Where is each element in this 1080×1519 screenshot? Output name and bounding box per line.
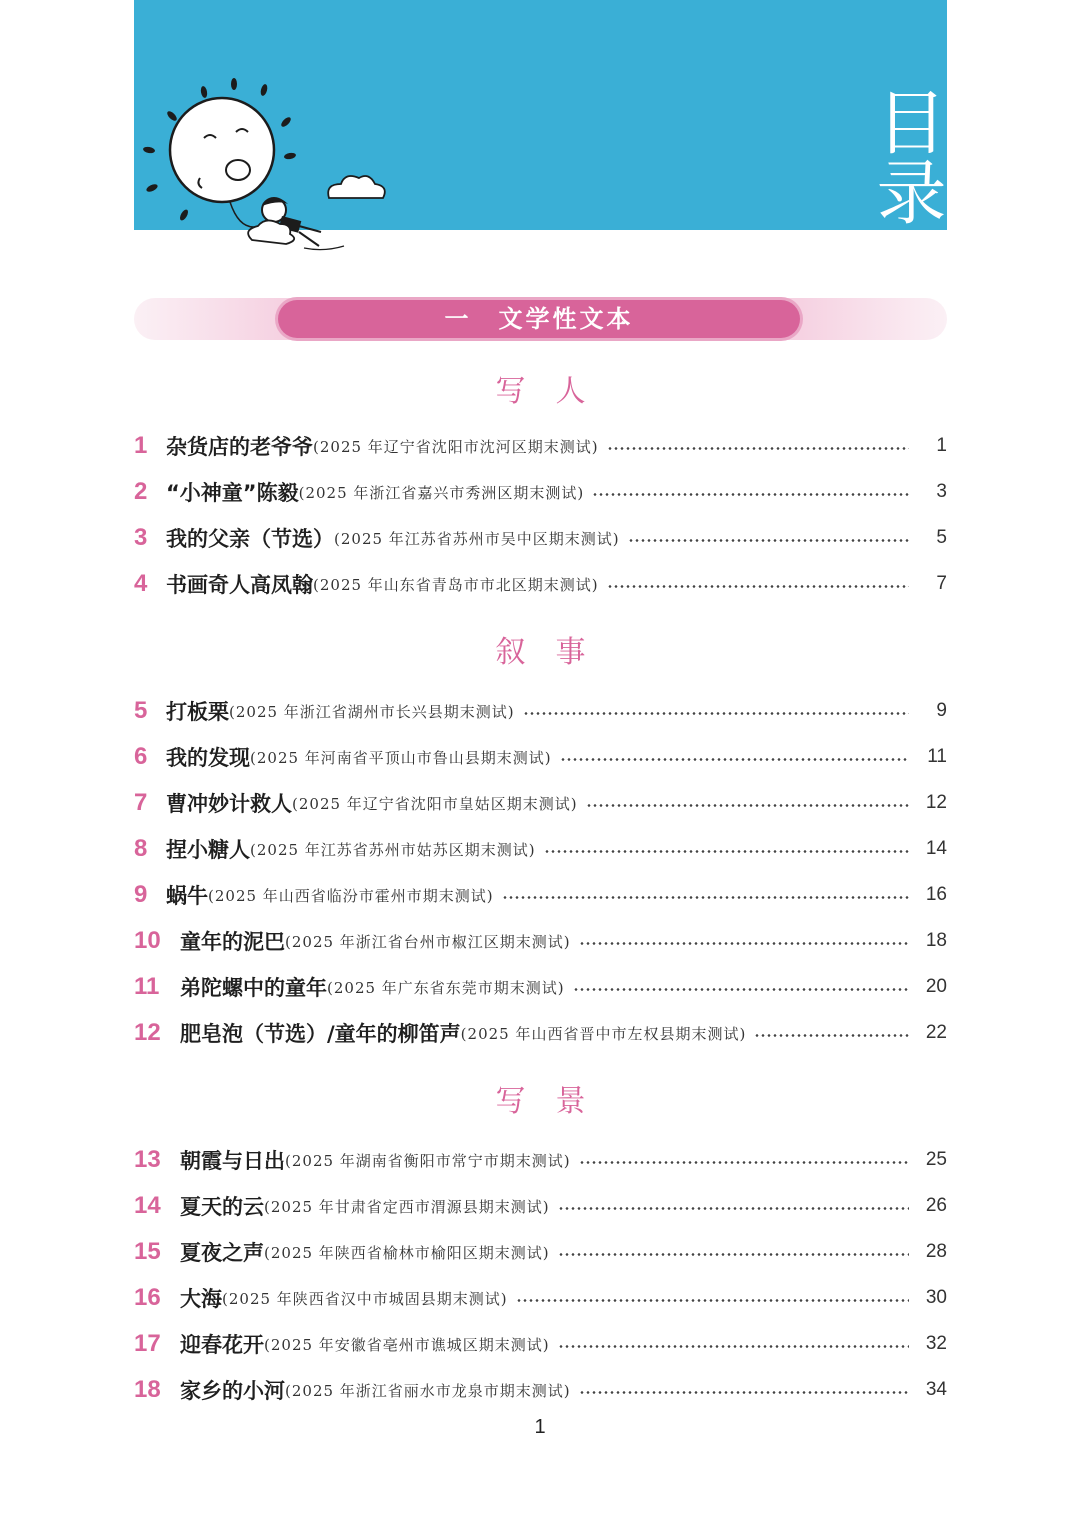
entry-page: 5 (936, 527, 947, 548)
entry-page: 32 (925, 1333, 947, 1354)
dot-leader (560, 758, 909, 761)
entry-page: 9 (936, 700, 947, 721)
entry-page: 20 (925, 976, 947, 997)
category-banner (134, 298, 947, 340)
entry-source: (2025 年湖南省衡阳市常宁市期末测试) (285, 1151, 571, 1170)
entry-number: 10 (134, 927, 161, 954)
dot-leader (579, 1161, 909, 1164)
entry-source: (2025 年河南省平顶山市鲁山县期末测试) (250, 748, 552, 767)
entry-source: (2025 年浙江省台州市椒江区期末测试) (285, 932, 571, 951)
entry-number: 8 (134, 835, 148, 862)
entry-title: 曹冲妙计救人 (166, 792, 292, 816)
entry-title: 迎春花开 (180, 1333, 264, 1357)
entry-source: (2025 年辽宁省沈阳市皇姑区期末测试) (292, 794, 578, 813)
dot-leader (516, 1299, 909, 1302)
entry-source: (2025 年陕西省榆林市榆阳区期末测试) (264, 1243, 550, 1262)
dot-leader (592, 493, 909, 496)
entry-source: (2025 年浙江省丽水市龙泉市期末测试) (285, 1381, 571, 1400)
dot-leader (628, 539, 909, 542)
entry-source: (2025 年陕西省汉中市城固县期末测试) (222, 1289, 508, 1308)
dot-leader (607, 585, 909, 588)
entry-number: 1 (134, 432, 148, 459)
toc-entry[interactable] (134, 878, 947, 912)
entry-number: 17 (134, 1330, 161, 1357)
toc-entry[interactable] (134, 1281, 947, 1315)
entry-source: (2025 年山西省临汾市霍州市期末测试) (208, 886, 494, 905)
toc-entry[interactable] (134, 475, 947, 509)
entry-source: (2025 年江苏省苏州市吴中区期末测试) (334, 529, 620, 548)
entry-number: 6 (134, 743, 148, 770)
toc-entry[interactable] (134, 567, 947, 601)
entry-title: 杂货店的老爷爷 (166, 435, 313, 459)
toc-entry[interactable] (134, 740, 947, 774)
sun-boy-illustration (134, 70, 404, 260)
entry-number: 5 (134, 697, 148, 724)
entry-page: 34 (925, 1379, 947, 1400)
entry-title: 我的父亲（节选） (166, 527, 334, 551)
entry-page: 14 (925, 838, 947, 859)
dot-leader (544, 850, 909, 853)
entry-page: 22 (925, 1022, 947, 1043)
entry-source: (2025 年广东省东莞市期末测试) (327, 978, 565, 997)
entry-title: 大海 (180, 1287, 222, 1311)
category-pill (278, 300, 800, 338)
entry-page: 16 (925, 884, 947, 905)
entry-number: 16 (134, 1284, 161, 1311)
entry-number: 12 (134, 1019, 161, 1046)
dot-leader (607, 447, 909, 450)
entry-number: 14 (134, 1192, 161, 1219)
entry-number: 3 (134, 524, 148, 551)
entry-source: (2025 年浙江省湖州市长兴县期末测试) (229, 702, 515, 721)
entry-number: 18 (134, 1376, 161, 1403)
toc-entry[interactable] (134, 970, 947, 1004)
dot-leader (558, 1253, 909, 1256)
toc-entry[interactable] (134, 1373, 947, 1407)
dot-leader (754, 1034, 909, 1037)
dot-leader (523, 712, 909, 715)
entry-page: 12 (925, 792, 947, 813)
dot-leader (573, 988, 909, 991)
entry-page: 18 (925, 930, 947, 951)
entry-title: 书画奇人高凤翰 (166, 573, 313, 597)
entry-title: 童年的泥巴 (180, 930, 285, 954)
entry-page: 28 (925, 1241, 947, 1262)
entry-source: (2025 年山西省晋中市左权县期末测试) (460, 1024, 747, 1043)
entry-source: (2025 年辽宁省沈阳市沈河区期末测试) (313, 437, 599, 456)
entry-source: (2025 年安徽省亳州市谯城区期末测试) (264, 1335, 550, 1354)
toc-entry[interactable] (134, 1016, 947, 1050)
section-title-scenery: 写 景 (495, 1084, 586, 1119)
page-title: 目录 (865, 86, 947, 226)
entry-number: 7 (134, 789, 148, 816)
toc-entry[interactable] (134, 832, 947, 866)
toc-entry[interactable] (134, 1189, 947, 1223)
category-label: 一 文学性文本 (444, 305, 634, 333)
entry-title: 捏小糖人 (166, 838, 250, 862)
toc-entry[interactable] (134, 1327, 947, 1361)
entry-source: (2025 年甘肃省定西市渭源县期末测试) (264, 1197, 550, 1216)
entry-title: 家乡的小河 (180, 1379, 285, 1403)
section-title-narrative: 叙 事 (495, 635, 586, 670)
entry-title: 夏夜之声 (180, 1241, 264, 1265)
toc-entry[interactable] (134, 924, 947, 958)
entry-number: 11 (134, 973, 160, 1000)
entry-page: 3 (936, 481, 947, 502)
entry-title: 肥皂泡（节选）/童年的柳笛声 (180, 1022, 461, 1046)
entry-page: 11 (927, 746, 947, 767)
entry-title: 夏天的云 (180, 1195, 264, 1219)
entry-number: 15 (134, 1238, 161, 1265)
entry-title: 我的发现 (166, 746, 250, 770)
entry-source: (2025 年浙江省嘉兴市秀洲区期末测试) (298, 483, 585, 502)
toc-entry[interactable] (134, 521, 947, 555)
entry-title: 朝霞与日出 (180, 1149, 285, 1173)
entry-page: 7 (936, 573, 947, 594)
dot-leader (579, 942, 909, 945)
page-number: 1 (534, 1416, 546, 1438)
entry-title: 蜗牛 (166, 884, 208, 908)
toc-entry[interactable] (134, 694, 947, 728)
entry-page: 30 (925, 1287, 947, 1308)
sun-icon (170, 98, 274, 202)
dot-leader (558, 1207, 909, 1210)
dot-leader (586, 804, 909, 807)
entry-number: 2 (134, 478, 148, 505)
section-title-write-people: 写 人 (495, 374, 586, 409)
entry-page: 26 (925, 1195, 947, 1216)
toc-entry[interactable] (134, 1235, 947, 1269)
toc-entry[interactable] (134, 786, 947, 820)
entry-source: (2025 年山东省青岛市市北区期末测试) (313, 575, 599, 594)
entry-page: 1 (936, 435, 947, 456)
toc-entry[interactable] (134, 1143, 947, 1177)
entry-title: 打板栗 (166, 700, 229, 724)
entry-title: “小神童”陈毅 (166, 481, 299, 505)
entry-number: 9 (134, 881, 148, 908)
entry-source: (2025 年江苏省苏州市姑苏区期末测试) (250, 840, 536, 859)
entry-number: 13 (134, 1146, 161, 1173)
dot-leader (579, 1391, 909, 1394)
entry-page: 25 (925, 1149, 947, 1170)
entry-number: 4 (134, 570, 148, 597)
entry-title: 弟陀螺中的童年 (180, 976, 327, 1000)
toc-entry[interactable] (134, 429, 947, 463)
dot-leader (558, 1345, 909, 1348)
dot-leader (502, 896, 909, 899)
